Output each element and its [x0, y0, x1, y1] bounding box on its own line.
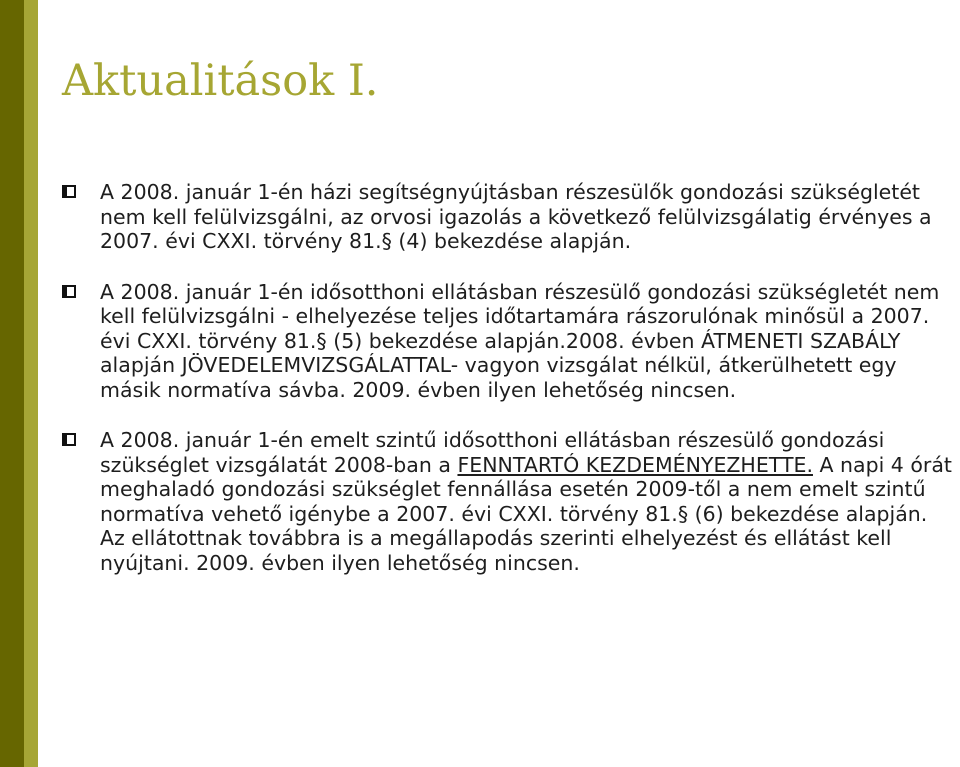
slide-title: Aktualitások I. [62, 56, 379, 106]
bullet-item-2 [62, 280, 954, 403]
bullet-item-1 [62, 180, 954, 254]
left-bar-dark [0, 0, 24, 767]
bullet-text-end: A napi 4 órát meghaladó gondozási szükséglet fennállása esetén 2009-től a nem emelt szintű normatíva vehető igénybe a 2007. évi CXXI. törvény 81.§ (6) bekezdése alapján. Az ellátottnak továbbra is a megállapodás szerinti elhelyezést és ellátást kell nyújtani. 2009. évben ilyen lehetőség nincsen. [100, 452, 952, 575]
bullet-text [100, 428, 954, 575]
bullet-list [62, 180, 954, 601]
bullet-text: A 2008. január 1-én házi segítségnyújtásban részesülők gondozási szükségletét nem kell felülvizsgálni, az orvosi igazolás a következő felülvizsgálatig érvényes a 2007. évi CXXI. törvény 81.§ (4) bekezdése alapján. [100, 180, 932, 253]
square-bullet-icon [62, 433, 76, 446]
bullet-text-start: A 2008. január 1-én emelt szintű idősotthoni ellátásban részesülő gondozási szükséglet vizsgálatát 2008-ban a [100, 428, 885, 477]
square-bullet-icon [62, 185, 76, 198]
underlined-phrase: FENNTARTÓ KEZDEMÉNYEZHETTE. [457, 452, 813, 477]
square-bullet-icon [62, 285, 76, 298]
left-bar-light [24, 0, 38, 767]
bullet-item-3 [62, 428, 954, 575]
bullet-text: A 2008. január 1-én idősotthoni ellátásban részesülő gondozási szükségletét nem kell felülvizsgálni - elhelyezése teljes időtartamára rászorulónak minősül a 2007. évi CXXI. törvény 81.§ (5) bekezdése alapján.2008. évben ÁTMENETI SZABÁLY alapján JÖVEDELEMVIZSGÁLATTAL- vagyon vizsgálat nélkül, átkerülhetett egy másik normatíva sávba. 2009. évben ilyen lehetőség nincsen. [100, 279, 940, 402]
